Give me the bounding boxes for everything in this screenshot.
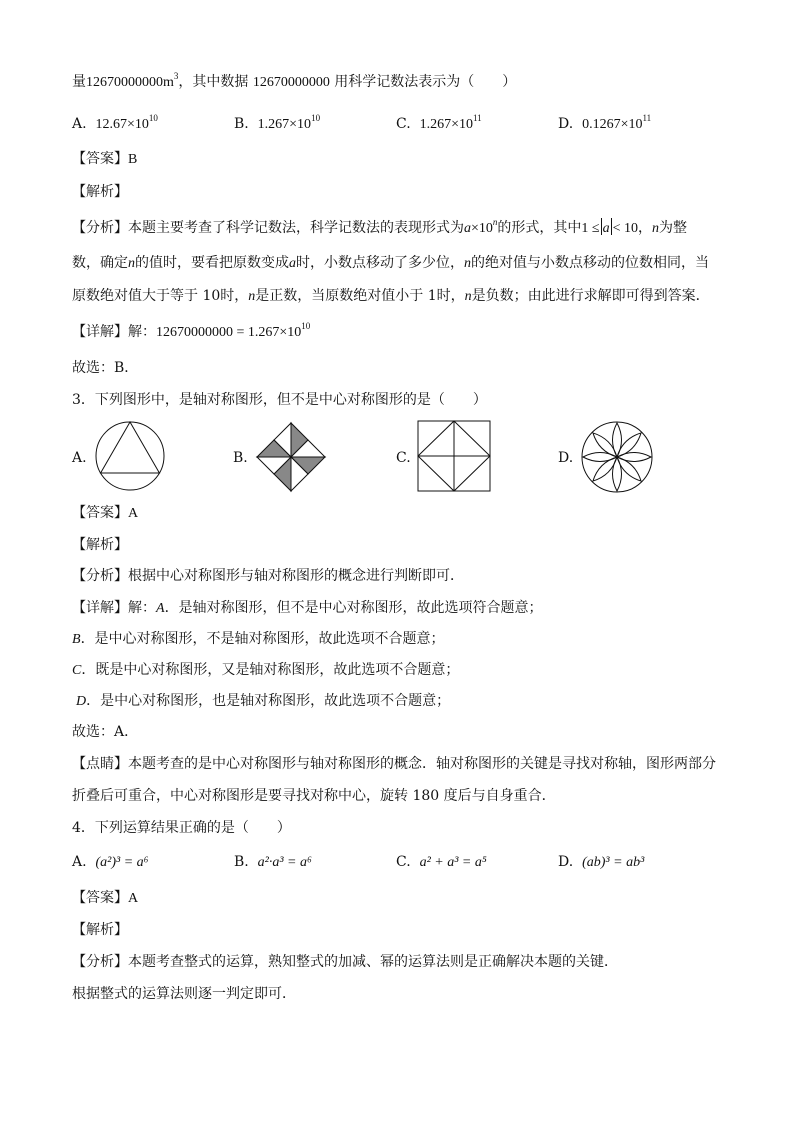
text: 的值时，要看把原数变成 [135,255,289,271]
q2-xiangjie [72,322,310,343]
text: 本题主要考查了科学记数法，科学记数法的表现形式为 [128,220,464,236]
option-mantissa: 1.267×10 [257,117,312,132]
q4-analysis-label: 【解析】 [72,922,128,938]
option-formula: (a²)³ = a⁶ [95,855,149,870]
q3-xiangjie [72,598,543,619]
math-var: a [602,221,610,236]
option-ref: A [156,601,165,616]
q3-b-line [72,629,445,650]
q2-stem-data: 12670000000 [252,75,330,90]
math: 12670000000 = 1.267×10 [156,325,302,340]
option-letter: A. [72,116,87,132]
q2-option-b [234,114,320,135]
q4-option-d [558,852,644,873]
answer-value: B [128,152,138,167]
text: 的形式，其中 [497,220,582,236]
option-ref: B [72,632,81,647]
option-exponent: 11 [472,113,482,123]
text: 原数绝对值大于等于 10时， [72,288,249,304]
answer-value: A [128,891,139,906]
option-letter: B. [234,854,249,870]
q2-option-a [72,114,158,135]
text: 解： [128,600,156,616]
q4-last-line: 根据整式的运算法则逐一判定即可． [72,986,296,1002]
q3-c-line [72,660,459,681]
q4-stem: 4．下列运算结果正确的是（ ） [72,820,291,836]
q2-fenxi-line2 [72,253,709,274]
q3-dianjing-line2: 折叠后可重合，中心对称图形是要寻找对称中心，旋转 180 度后与自身重合． [72,788,556,804]
math: < 10 [612,221,638,236]
option-exponent: 10 [311,113,321,123]
text: ．既是中心对称图形，又是轴对称图形，故此选项不合题意； [81,662,460,678]
math-var: n [128,256,135,271]
text: 根据中心对称图形与轴对称图形的概念进行判断即可． [128,568,464,584]
option-letter: D. [558,854,574,870]
q3-option-a-label: A. [72,450,87,466]
q2-analysis-label: 【解析】 [72,184,128,200]
abs-bar [601,218,602,235]
option-ref: D [76,694,87,709]
q2-stem-exp: 3 [173,71,179,81]
math-var: n [652,221,659,236]
q3-choose: 故选：A． [72,724,139,740]
q2-choose: 故选：B． [72,360,139,376]
text: 本题考查的是中心对称图形与轴对称图形的概念．轴对称图形的关键是寻找对称轴，图形两部分 [128,756,716,772]
text: 是负数；由此进行求解即可得到答案． [471,288,710,304]
option-formula: a² + a³ = a⁵ [419,855,487,870]
flower-circle-figure [580,420,654,494]
q3-option-c-label: C. [396,450,411,466]
q2-stem-middle: ，其中数据 [178,74,249,90]
math-var: n [464,289,472,304]
xiangjie-label: 【详解】 [72,600,128,616]
text: 是正数，当原数绝对值小于 1时， [255,288,465,304]
option-letter: C. [396,854,411,870]
q3-option-d-label: D. [558,450,574,466]
fenxi-label: 【分析】 [72,954,128,970]
abs-bar [611,218,612,235]
math: ×10 [471,221,493,236]
option-letter: A. [72,854,87,870]
q4-option-c [396,852,487,873]
q4-fenxi [72,952,618,972]
circle-with-triangle-figure [94,420,166,492]
q2-fenxi-line1 [72,218,687,239]
math-var: a [464,221,471,236]
square-with-diamond-figure [417,420,491,492]
q3-stem: 3．下列图形中，是轴对称图形，但不是中心对称图形的是（ ） [72,392,487,408]
option-exponent: 10 [148,113,158,123]
q2-stem [72,72,516,93]
q2-stem-prefix: 量 [72,74,86,90]
math: 1 ≤ [581,221,600,236]
text: ， [638,220,652,236]
math-exp: n [492,217,498,227]
math-var: n [248,289,256,304]
answer-label: 【答案】 [72,890,128,906]
text: ．是中心对称图形，不是轴对称图形，故此选项不合题意； [80,631,445,647]
q2-stem-suffix: 用科学记数法表示为（ ） [334,74,517,90]
xiangjie-label: 【详解】 [72,324,128,340]
option-letter: D. [558,116,574,132]
math-exp: 10 [301,321,311,331]
answer-value: A [128,506,139,521]
pinwheel-figure [254,420,328,494]
text: ．是轴对称图形，但不是中心对称图形，故此选项符合题意； [164,600,543,616]
q2-option-d [558,114,651,135]
math-var: n [464,256,471,271]
q3-option-b-label: B. [233,450,248,466]
math-var: a [289,256,296,271]
q4-option-a [72,852,149,873]
text: 本题考查整式的运算，熟知整式的加减、幂的运算法则是正确解决本题的关键． [128,954,618,970]
answer-label: 【答案】 [72,151,128,167]
q4-answer [72,888,138,909]
q3-d-line [76,691,450,712]
option-mantissa: 12.67×10 [95,117,149,132]
text: 时，小数点移动了多少位， [296,255,464,271]
q3-analysis-label: 【解析】 [72,537,128,553]
q2-stem-number: 12670000000m [86,75,174,90]
text: 的绝对值与小数点移动的位数相同，当 [471,255,709,271]
q4-option-b [234,852,312,873]
text: 数，确定 [72,255,128,271]
option-mantissa: 1.267×10 [419,117,473,132]
fenxi-label: 【分析】 [72,568,128,584]
answer-label: 【答案】 [72,505,128,521]
text: 解： [128,324,156,340]
option-mantissa: 0.1267×10 [582,117,643,132]
text: ．是中心对称图形，也是轴对称图形，故此选项不合题意； [86,693,451,709]
text: 为整 [659,220,687,236]
q3-dianjing-line1 [72,754,716,774]
option-formula: a²·a³ = a⁶ [257,855,312,870]
option-ref: C [72,663,82,678]
q3-fenxi [72,566,464,586]
option-letter: B. [234,116,249,132]
option-letter: C. [396,116,411,132]
option-exponent: 11 [642,113,652,123]
q2-answer [72,149,137,170]
q2-fenxi-line3 [72,286,710,307]
q2-option-c [396,114,482,135]
fenxi-label: 【分析】 [72,220,128,236]
option-formula: (ab)³ = ab³ [582,855,645,870]
q3-answer [72,503,138,524]
dianjing-label: 【点睛】 [72,756,128,772]
